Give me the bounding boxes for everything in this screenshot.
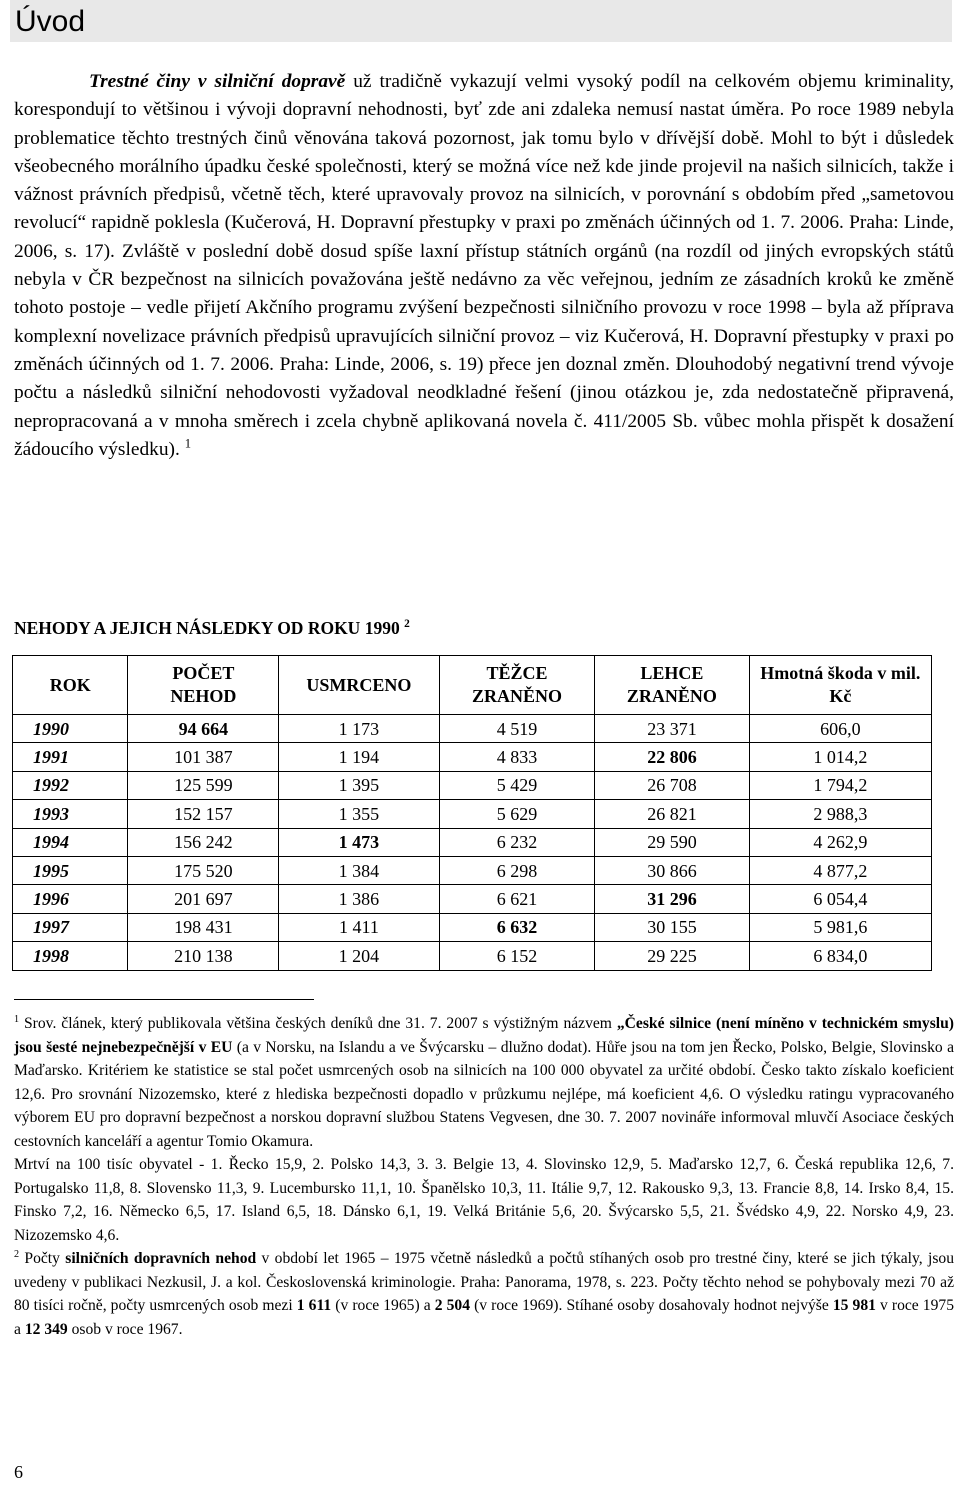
cell-damage: 4 262,9 bbox=[749, 828, 931, 856]
footnotes bbox=[14, 1012, 954, 1341]
cell-light-injury: 30 866 bbox=[595, 856, 749, 884]
cell-serious-injury: 5 629 bbox=[439, 800, 595, 828]
footnote-1-number: 1 bbox=[14, 1013, 20, 1025]
cell-serious-injury: 6 152 bbox=[439, 942, 595, 970]
footnote-2: $^2$ Počty silničních dopravních nehod v období let 1965 – 1975 včetně následků a počtů stíhaných osob pro trestné činy, které se jich týkaly, jsou uvedeny v publikaci Nezkusil, J. a kol. Československá kriminologie. Praha: Panorama, 1978, s. 223. Počty těchto nehod se pohybovaly mezi 70 až 80 tisíci ročně, počty usmrcených osob mezi 1 611 (v roce 1965) a 2 504 (v roce 1969). Stíhané osoby dosahovaly hodnot nejvýše 15 981 v roce 1975 a 12 349 osob v roce 1967. bbox=[14, 1248, 955, 1338]
cell-light-injury: 26 708 bbox=[595, 771, 749, 799]
header-damage: Hmotná škoda v mil. Kč bbox=[749, 656, 931, 715]
cell-damage: 6 054,4 bbox=[749, 885, 931, 913]
footnote-ref-1[interactable]: 1 bbox=[184, 436, 192, 451]
cell-killed: 1 204 bbox=[279, 942, 439, 970]
cell-accidents: 152 157 bbox=[128, 800, 279, 828]
table-row bbox=[13, 715, 932, 743]
cell-light-injury: 30 155 bbox=[595, 913, 749, 941]
cell-accidents: 101 387 bbox=[128, 743, 279, 771]
cell-accidents: 210 138 bbox=[128, 942, 279, 970]
cell-serious-injury: 5 429 bbox=[439, 771, 595, 799]
cell-damage: 1 014,2 bbox=[749, 743, 931, 771]
table-body bbox=[13, 715, 932, 971]
table-row bbox=[13, 828, 932, 856]
body-paragraph bbox=[14, 68, 954, 464]
heading-bar bbox=[10, 0, 952, 42]
cell-light-injury: 26 821 bbox=[595, 800, 749, 828]
table-row bbox=[13, 771, 932, 799]
accident-statistics-table bbox=[12, 655, 932, 971]
table-row bbox=[13, 743, 932, 771]
cell-damage: 606,0 bbox=[749, 715, 931, 743]
cell-year: 1992 bbox=[13, 771, 128, 799]
cell-serious-injury: 6 621 bbox=[439, 885, 595, 913]
cell-killed: 1 473 bbox=[279, 828, 439, 856]
footnote-ref-2[interactable]: 2 bbox=[404, 618, 410, 631]
footnote-1-quote: „České silnice (není míněno v technickém smyslu) jsou šesté nejnebezpečnější v EU bbox=[14, 1015, 954, 1056]
cell-year: 1998 bbox=[13, 942, 128, 970]
cell-light-injury: 23 371 bbox=[595, 715, 749, 743]
body-text: už tradičně vykazují velmi vysoký podíl na celkovém objemu kriminality, korespondují to většinou i vývoji dopravní nehodnosti, byť zde ani zdaleka nemusí nastat úměra. Po roce 1989 nebyla problematice těchto trestných činů věnována taková pozornost, jak tomu bylo v dřívější době. Mohl to být i důsledek všeobecného morálního úpadku české společnosti, který se možná více než kde jinde projevil na našich silnicích, takže i vážnost právních předpisů, včetně těch, které upravovaly provoz na silnicích, v porovnání s obdobím před „sametovou revolucí“ rapidně poklesla (Kučerová, H. Dopravní přestupky v praxi po změnách účinných od 1. 7. 2006. Praha: Linde, 2006, s. 17). Zvláště v poslední době dosud spíše laxní přístup státních orgánů (na rozdíl od jiných evropských států nebyla v ČR bezpečnost na silnicích považována ještě nedávno za věc veřejnou, jedním ze zásadních kroků ke změně tohoto postoje – vedle přijetí Akčního programu zvýšení bezpečnosti silničního provozu v roce 1998 – byla až příprava komplexní novelizace právních předpisů upravujících silniční provoz – viz Kučerová, H. Dopravní přestupky v praxi po změnách účinných od 1. 7. 2006. Praha: Linde, 2006, s. 19) přece jen doznal změn. Dlouhodobý negativní trend vývoje počtu a následků silniční nehodovosti vyžadoval neodkladné řešení (jinou otázkou je, zda nedostatečně připravená, nepropracovaná a v mnoha směrech i zcela chybně aplikovaná novela č. 411/2005 Sb. vůbec mohla přispět k dosažení žádoucího výsledku). bbox=[14, 71, 954, 460]
cell-year: 1991 bbox=[13, 743, 128, 771]
table-row bbox=[13, 856, 932, 884]
cell-killed: 1 173 bbox=[279, 715, 439, 743]
cell-year: 1996 bbox=[13, 885, 128, 913]
cell-serious-injury: 6 632 bbox=[439, 913, 595, 941]
cell-accidents: 156 242 bbox=[128, 828, 279, 856]
cell-year: 1993 bbox=[13, 800, 128, 828]
cell-light-injury: 29 590 bbox=[595, 828, 749, 856]
cell-year: 1994 bbox=[13, 828, 128, 856]
cell-year: 1990 bbox=[13, 715, 128, 743]
cell-killed: 1 384 bbox=[279, 856, 439, 884]
cell-light-injury: 22 806 bbox=[595, 743, 749, 771]
cell-serious-injury: 6 298 bbox=[439, 856, 595, 884]
footnote-1-ranking: Mrtví na 100 tisíc obyvatel - 1. Řecko 15,9, 2. Polsko 14,3, 3. 3. Belgie 13, 4. Slovinsko 12,9, 5. Maďarsko 12,7, 6. Česká republika 12,6, 7. Portugalsko 11,8, 8. Slovensko 11,3, 9. Lucembursko 11,1, 10. Španělsko 10,3, 11. Itálie 9,7, 12. Rakousko 9,3, 13. Francie 8,8, 14. Irsko 8,4, 15. Finsko 7,2, 16. Německo 6,5, 17. Island 6,5, 18. Dánsko 6,1, 19. Velká Británie 5,6, 20. Švýcarsko 5,5, 21. Švédsko 4,9, 22. Norsko 4,9, 23. Nizozemsko 4,6. bbox=[14, 1156, 954, 1244]
header-year: ROK bbox=[13, 656, 128, 715]
cell-light-injury: 29 225 bbox=[595, 942, 749, 970]
cell-killed: 1 355 bbox=[279, 800, 439, 828]
header-accidents: POČET NEHOD bbox=[128, 656, 279, 715]
cell-accidents: 201 697 bbox=[128, 885, 279, 913]
cell-killed: 1 395 bbox=[279, 771, 439, 799]
footnote-1: $^1$ Srov. článek, který publikovala většina českých deníků dne 31. 7. 2007 s výstižným názvem „České silnice (není míněno v technickém smyslu) jsou šesté nejnebezpečnější v EU (a v Norsku, na Islandu a ve Švýcarsku – dlužno dodat). Hůře jsou na tom jen Řecko, Polsko, Belgie, Slovinsko a Maďarsko. Kritériem ke statistice se stal počet usmrcených osob na silnicích na 100 000 obyvatel za určité období. Česko takto získalo koeficient 12,6. Pro srovnání Nizozemsko, které z hlediska bezpečnosti dopadlo v průzkumu nejlépe, má koeficient 4,6. O výsledku ratingu vypracovaného výborem EU pro dopravní bezpečnost a norskou dopravní službou Statens Vegvesen, dne 30. 7. 2007 novináře informoval mluvčí Asociace českých cestovních kanceláří a agentur Tomio Okamura. bbox=[14, 1013, 954, 1150]
cell-damage: 6 834,0 bbox=[749, 942, 931, 970]
page-heading: Úvod bbox=[15, 5, 86, 38]
page-number: 6 bbox=[14, 1462, 23, 1482]
footnote-2-number: 2 bbox=[14, 1248, 20, 1260]
header-serious-injury: TĚŽCE ZRANĚNO bbox=[439, 656, 595, 715]
cell-damage: 1 794,2 bbox=[749, 771, 931, 799]
cell-killed: 1 411 bbox=[279, 913, 439, 941]
footnote-separator bbox=[14, 999, 314, 1000]
cell-accidents: 198 431 bbox=[128, 913, 279, 941]
table-row bbox=[13, 913, 932, 941]
header-killed: USMRCENO bbox=[279, 656, 439, 715]
cell-year: 1997 bbox=[13, 913, 128, 941]
table-title: NEHODY A JEJICH NÁSLEDKY OD ROKU 1990 $^2$ bbox=[14, 618, 410, 638]
table-header-row bbox=[13, 656, 932, 715]
cell-damage: 2 988,3 bbox=[749, 800, 931, 828]
cell-year: 1995 bbox=[13, 856, 128, 884]
cell-damage: 5 981,6 bbox=[749, 913, 931, 941]
cell-accidents: 175 520 bbox=[128, 856, 279, 884]
cell-accidents: 125 599 bbox=[128, 771, 279, 799]
table-row bbox=[13, 800, 932, 828]
cell-accidents: 94 664 bbox=[128, 715, 279, 743]
cell-light-injury: 31 296 bbox=[595, 885, 749, 913]
header-light-injury: LEHCE ZRANĚNO bbox=[595, 656, 749, 715]
table-row bbox=[13, 942, 932, 970]
cell-killed: 1 386 bbox=[279, 885, 439, 913]
cell-serious-injury: 4 833 bbox=[439, 743, 595, 771]
cell-damage: 4 877,2 bbox=[749, 856, 931, 884]
cell-serious-injury: 4 519 bbox=[439, 715, 595, 743]
table-row bbox=[13, 885, 932, 913]
cell-killed: 1 194 bbox=[279, 743, 439, 771]
lead-phrase: Trestné činy v silniční dopravě bbox=[89, 71, 346, 92]
cell-serious-injury: 6 232 bbox=[439, 828, 595, 856]
